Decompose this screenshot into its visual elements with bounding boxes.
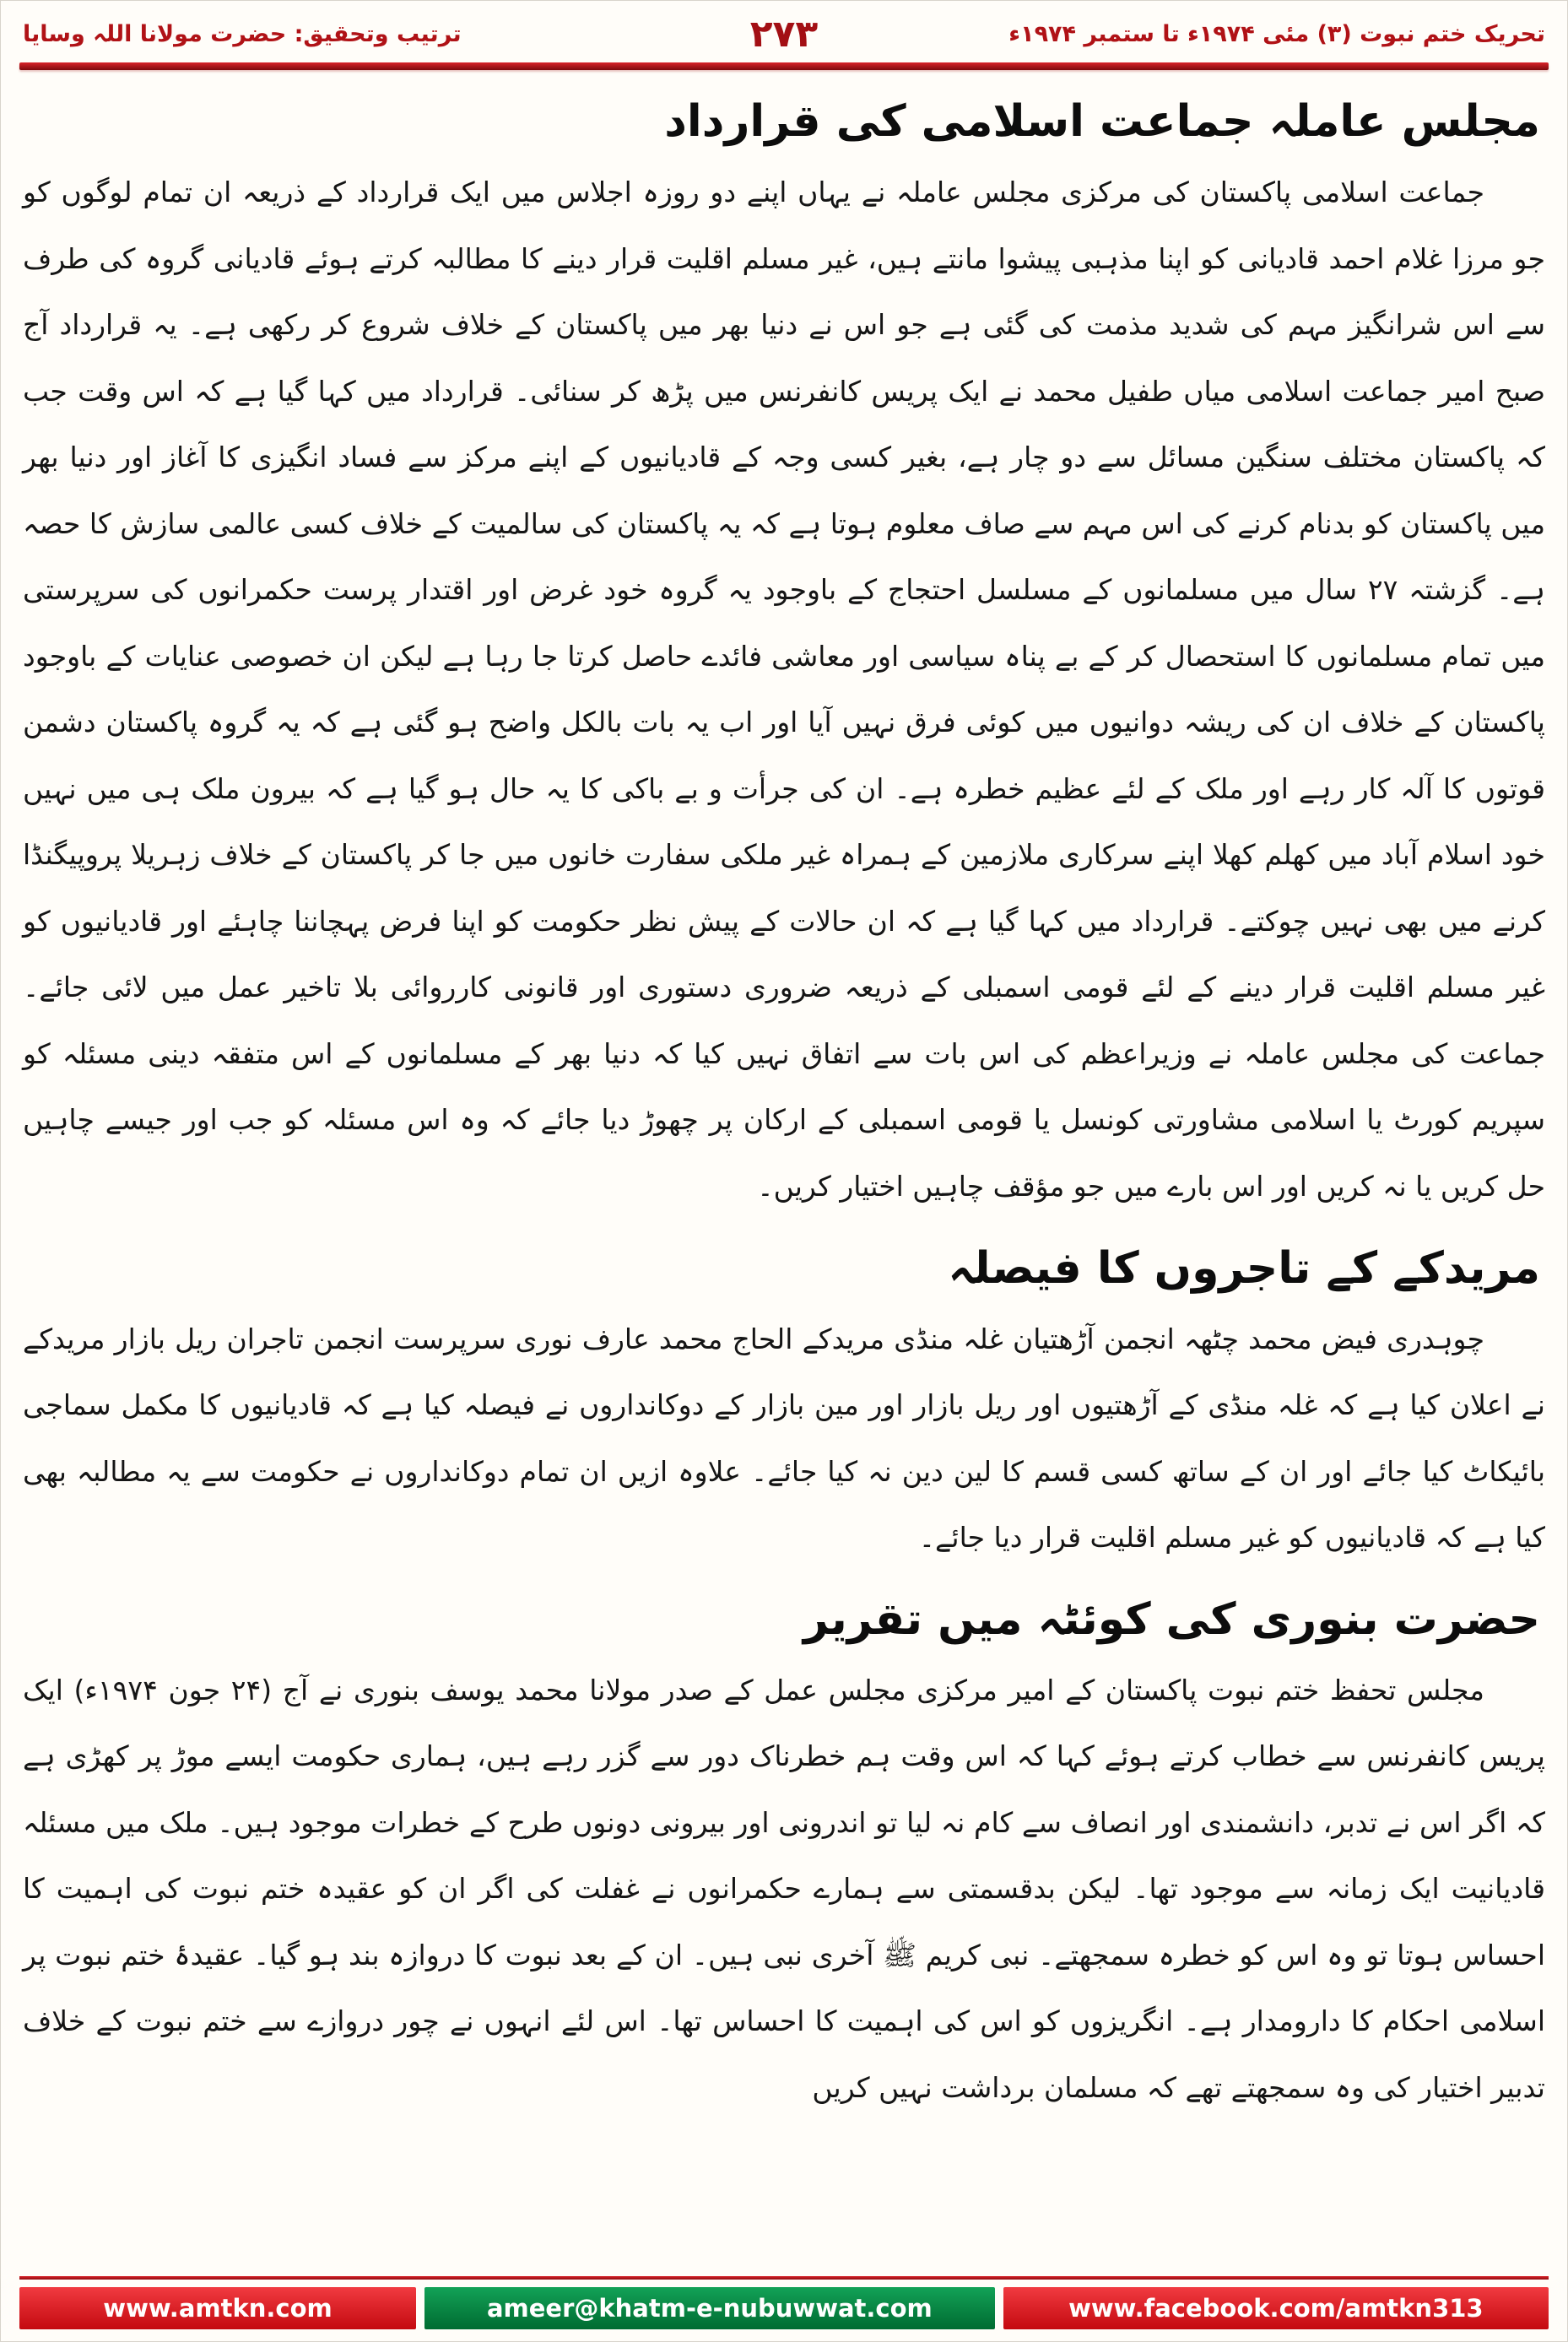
footer-divider (19, 2276, 1549, 2280)
page-footer (19, 2268, 1549, 2341)
header-divider (19, 62, 1549, 70)
header-title-right: تحریک ختم نبوت (۳) مئی ۱۹۷۴ء تا ستمبر ۱۹۷۴ء (1008, 21, 1545, 47)
section-body: مجلس تحفظ ختم نبوت پاکستان کے امیر مرکزی مجلس عمل کے صدر مولانا محمد یوسف بنوری نے آج (۲۴ جون ۱۹۷۴ء) ایک پریس کانفرنس سے خطاب کرتے ہوئے کہا کہ اس وقت ہم خطرناک دور سے گزر رہے ہیں، ہماری حکومت ایسے موڑ پر کھڑی ہے کہ اگر اس نے تدبر، دانشمندی اور انصاف سے کام نہ لیا تو اندرونی اور بیرونی دونوں طرح کے خطرات موجود ہیں۔ ملک میں مسئلہ قادیانیت ایک زمانہ سے موجود تھا۔ لیکن بدقسمتی سے ہمارے حکمرانوں نے غفلت کی اگر ان کو عقیدہ ختم نبوت کی اہمیت کا احساس ہوتا تو وہ اس کو خطرہ سمجھتے۔ نبی کریم ﷺ آخری نبی ہیں۔ ان کے بعد نبوت کا دروازہ بند ہو گیا۔ عقیدۂ ختم نبوت پر اسلامی احکام کا دارومدار ہے۔ انگریزوں کو اس کی اہمیت کا احساس تھا۔ اس لئے انہوں نے چور دروازے سے ختم نبوت کے خلاف تدبیر اختیار کی وہ سمجھتے تھے کہ مسلمان برداشت نہیں کریں (23, 1673, 1545, 2104)
header-title-left: ترتیب وتحقیق: حضرت مولانا اللہ وسایا (22, 21, 462, 47)
section-body: جماعت اسلامی پاکستان کی مرکزی مجلس عاملہ نے یہاں اپنے دو روزہ اجلاس میں ایک قرارداد کے ذریعہ ان تمام لوگوں کو جو مرزا غلام احمد قادیانی کو اپنا مذہبی پیشوا مانتے ہیں، غیر مسلم اقلیت قرار دینے کا مطالبہ کرتے ہوئے قادیانی گروہ کی طرف سے اس شرانگیز مہم کی شدید مذمت کی گئی ہے جو اس نے دنیا بھر میں پاکستان کے خلاف شروع کر رکھی ہے۔ یہ قرارداد آج صبح امیر جماعت اسلامی میاں طفیل محمد نے ایک پریس کانفرنس میں پڑھ کر سنائی۔ قرارداد میں کہا گیا ہے کہ اس وقت جب کہ پاکستان مختلف سنگین مسائل سے دو چار ہے، بغیر کسی وجہ کے قادیانیوں کے اپنے مرکز سے فساد انگیزی کا آغاز اور دنیا بھر میں پاکستان کو بدنام کرنے کی اس مہم سے صاف معلوم ہوتا ہے کہ یہ پاکستان کی سالمیت کے خلاف کسی عالمی سازش کا حصہ ہے۔ گزشتہ ۲۷ سال میں مسلمانوں کے مسلسل احتجاج کے باوجود یہ گروہ خود غرض اور اقتدار پرست حکمرانوں کی سرپرستی میں تمام مسلمانوں کا استحصال کر کے بے پناہ سیاسی اور معاشی فائدے حاصل کرتا جا رہا ہے لیکن ان خصوصی عنایات کے باوجود پاکستان کے خلاف ان کی ریشہ دوانیوں میں کوئی فرق نہیں آیا اور اب یہ بات بالکل واضح ہو گئی ہے کہ یہ گروہ پاکستان دشمن قوتوں کا آلہ کار رہے اور ملک کے لئے عظیم خطرہ ہے۔ ان کی جرأت و بے باکی کا یہ حال ہو گیا ہے کہ بیرون ملک ہی میں نہیں خود اسلام آباد میں کھلم کھلا اپنے سرکاری ملازمین کے ہمراہ غیر ملکی سفارت خانوں میں جا کر پاکستان کے خلاف زہریلا پروپیگنڈا کرنے میں بھی نہیں چوکتے۔ قرارداد میں کہا گیا ہے کہ ان حالات کے پیش نظر حکومت کو اپنا فرض پہچاننا چاہئے اور قادیانیوں کو غیر مسلم اقلیت قرار دینے کے لئے قومی اسمبلی کے ذریعہ ضروری دستوری اور قانونی کارروائی بلا تاخیر عمل میں لائی جائے۔ جماعت کی مجلس عاملہ نے وزیراعظم کی اس بات سے اتفاق نہیں کیا کہ دنیا بھر کے مسلمانوں کے اس متفقہ دینی مسئلہ کو سپریم کورٹ یا اسلامی مشاورتی کونسل یا قومی اسمبلی کے ارکان پر چھوڑ دیا جائے کہ وہ اس مسئلہ کو جب اور جیسے چاہیں حل کریں یا نہ کریں اور اس بارے میں جو مؤقف چاہیں اختیار کریں۔ (23, 176, 1545, 1203)
page-number: ۲۷۳ (749, 13, 819, 56)
section-heading: مجلس عاملہ جماعت اسلامی کی قرارداد (664, 96, 1540, 147)
section-resolution (23, 89, 1545, 1220)
section-body: چوہدری فیض محمد چٹھہ انجمن آڑھتیان غلہ منڈی مریدکے الحاج محمد عارف نوری سرپرست انجمن تاجران ریل بازار مریدکے نے اعلان کیا ہے کہ غلہ منڈی کے آڑھتیوں اور ریل بازار اور مین بازار کے دوکانداروں نے فیصلہ کیا ہے کہ قادیانیوں کا مکمل سماجی بائیکاٹ کیا جائے اور ان کے ساتھ کسی قسم کا لین دین نہ کیا جائے۔ علاوہ ازیں ان تمام دوکانداروں نے حکومت سے یہ مطالبہ بھی کیا ہے کہ قادیانیوں کو غیر مسلم اقلیت قرار دیا جائے۔ (23, 1322, 1545, 1555)
facebook-link[interactable]: www.facebook.com/amtkn313 (1003, 2287, 1549, 2329)
section-traders-decision (23, 1236, 1545, 1571)
section-banuri-speech (23, 1587, 1545, 2122)
page-body (19, 70, 1549, 2268)
section-heading: حضرت بنوری کی کوئٹہ میں تقریر (803, 1593, 1540, 1645)
website-link[interactable]: www.amtkn.com (19, 2287, 416, 2329)
footer-links (19, 2287, 1549, 2329)
section-heading: مریدکے کے تاجروں کا فیصلہ (948, 1242, 1540, 1294)
email-link[interactable]: ameer@khatm-e-nubuwwat.com (424, 2287, 995, 2329)
page-header (19, 11, 1549, 62)
